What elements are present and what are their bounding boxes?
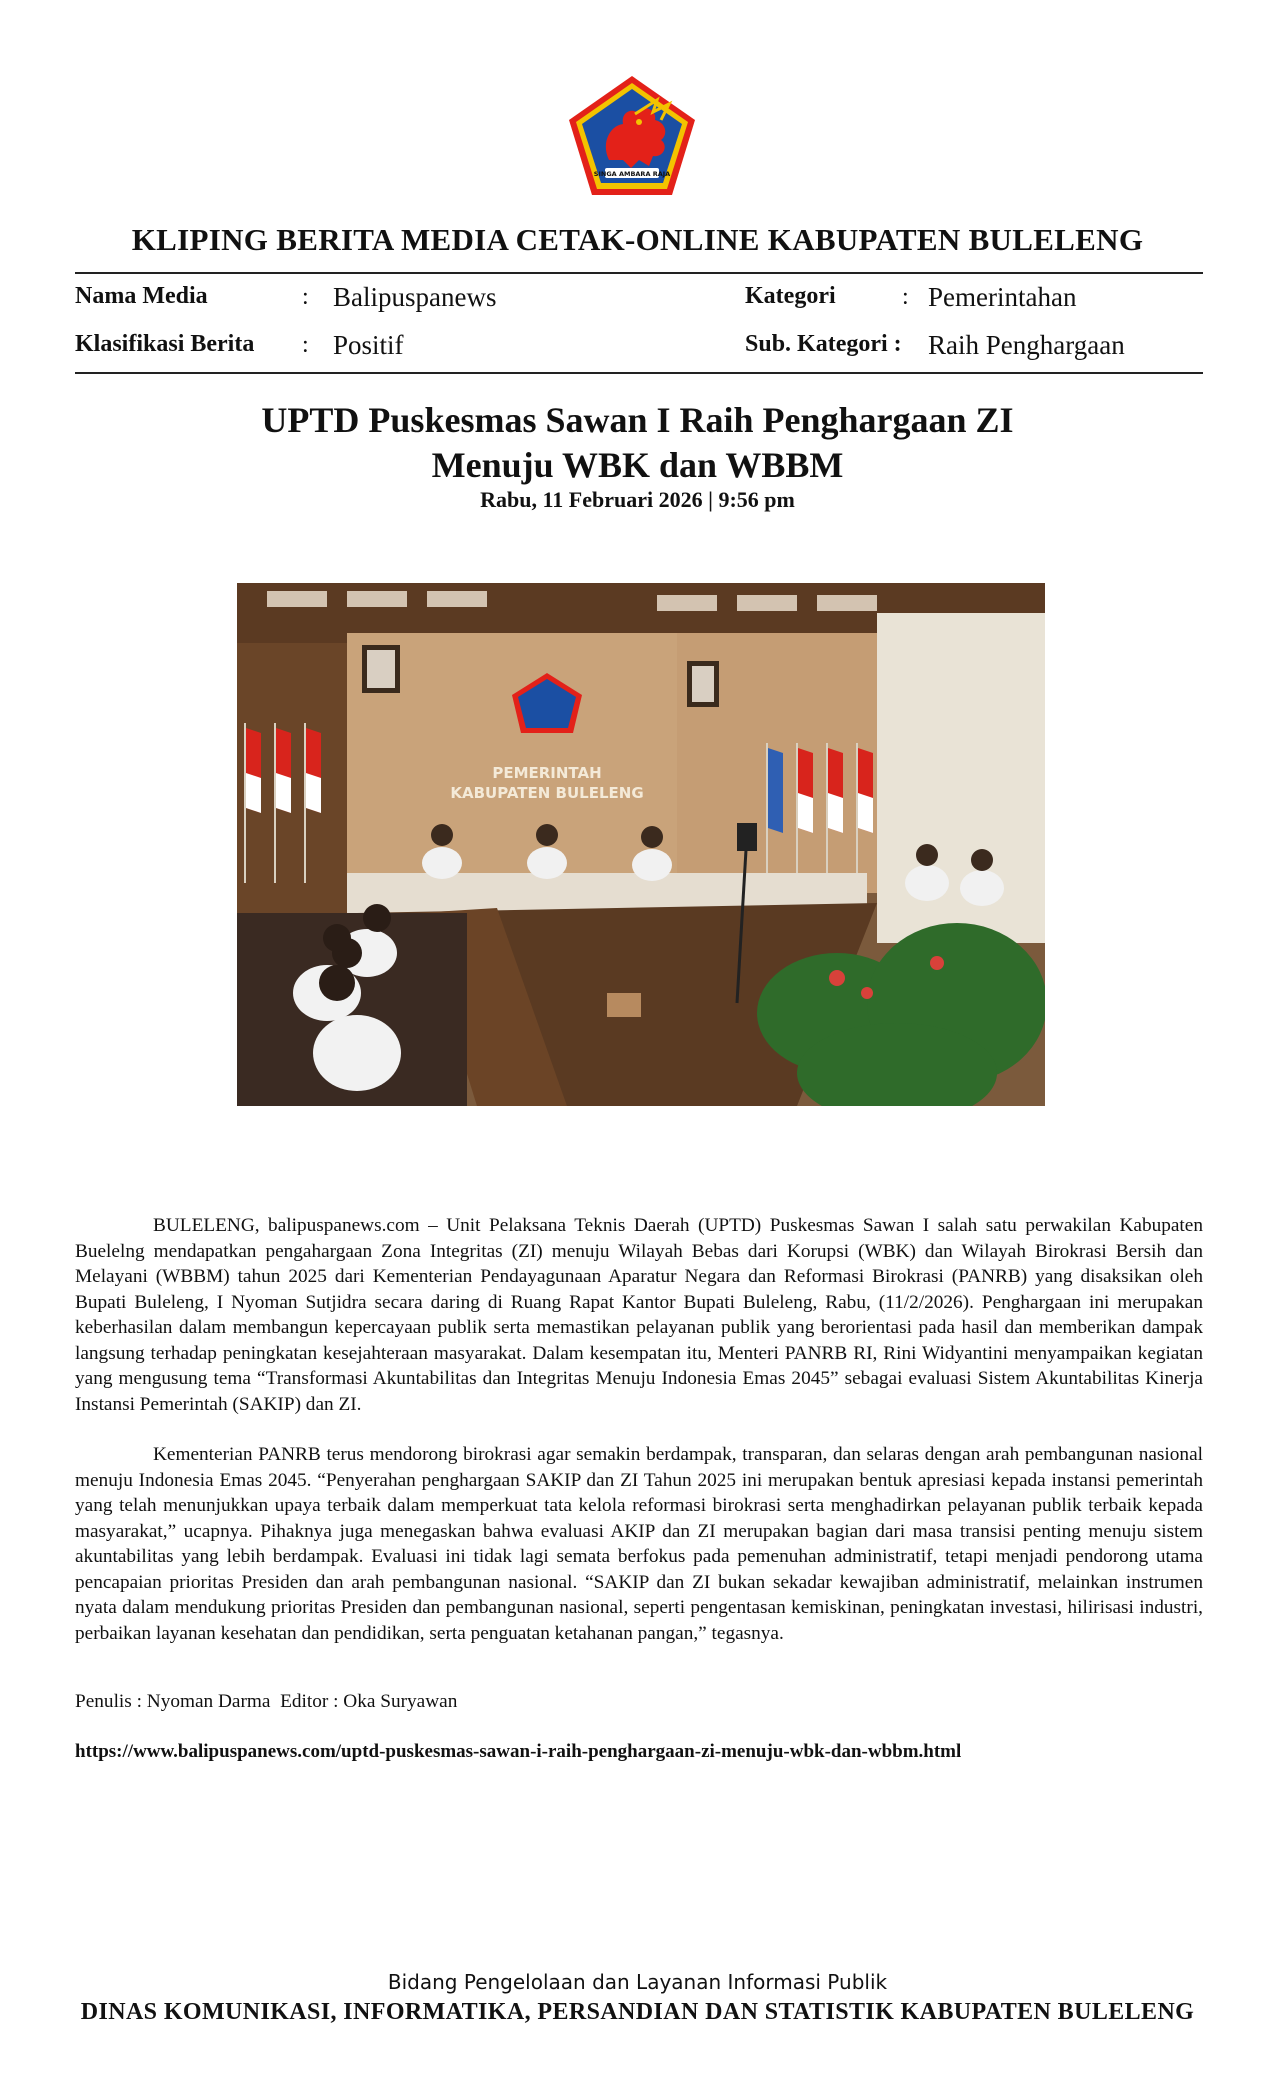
top-divider <box>75 272 1203 274</box>
article-credits: Penulis : Nyoman Darma Editor : Oka Suryawan <box>75 1691 458 1712</box>
headline-line-2: Menuju WBK dan WBBM <box>431 445 844 485</box>
media-value: Balipuspanews <box>333 282 497 312</box>
footer-agency: DINAS KOMUNIKASI, INFORMATIKA, PERSANDIAN DAN STATISTIK KABUPATEN BULELENG <box>80 1999 1195 2025</box>
kategori-colon: : <box>902 284 909 310</box>
subkategori-value: Raih Penghargaan <box>928 330 1125 360</box>
media-colon: : <box>302 284 309 310</box>
article-dateline: Rabu, 11 Februari 2026 | 9:56 pm <box>480 487 795 512</box>
klasifikasi-colon: : <box>302 332 309 358</box>
article-photo <box>237 583 1045 1106</box>
article-headline <box>0 398 1275 488</box>
media-label: Nama Media <box>75 283 208 309</box>
photo-backdrop-line-2: KABUPATEN BULELENG <box>450 784 644 802</box>
emblem-motto: SINGA AMBARA RAJA <box>593 170 671 178</box>
photo-backdrop-line-1: PEMERINTAH <box>492 764 602 782</box>
document-title: KLIPING BERITA MEDIA CETAK-ONLINE KABUPATEN BULELENG <box>131 222 1144 257</box>
klasifikasi-value: Positif <box>333 330 404 360</box>
bottom-divider <box>75 372 1203 374</box>
buleleng-emblem-logo <box>565 74 699 198</box>
kategori-value: Pemerintahan <box>928 282 1077 312</box>
article-paragraph-1: BULELENG, balipuspanews.com – Unit Pelaksana Teknis Daerah (UPTD) Puskesmas Sawan I salah satu perwakilan Kabupaten Buelelng mendapatkan pengahargaan Zona Integritas (ZI) menuju Wilayah Bebas dari Korupsi (WBK) dan Wilayah Birokrasi Bersih dan Melayani (WBBM) tahun 2025 dari Kementerian Pendayagunaan Aparatur Negara dan Reformasi Birokrasi (PANRB) yang disaksikan oleh Bupati Buleleng, I Nyoman Sutjidra secara daring di Ruang Rapat Kantor Bupati Buleleng, Rabu, (11/2/2026). Penghargaan ini merupakan keberhasilan dalam membangun kepercayaan publik serta memastikan pelayanan publik yang berorientasi pada hasil dan memberikan dampak langsung terhadap peningkatan kesejahteraan masyarakat. Dalam kesempatan itu, Menteri PANRB RI, Rini Widyantini menyampaikan kegiatan yang mengusung tema “Transformasi Akuntabilitas dan Integritas Menuju Indonesia Emas 2045” sebagai evaluasi Sistem Akuntabilitas Kinerja Instansi Pemerintah (SAKIP) dan ZI. <box>75 1215 1203 1415</box>
article-source-url[interactable]: https://www.balipuspanews.com/uptd-puskesmas-sawan-i-raih-penghargaan-zi-menuju-wbk-dan-wbbm.html <box>75 1741 962 1762</box>
kategori-label: Kategori <box>745 283 836 309</box>
klasifikasi-label: Klasifikasi Berita <box>75 331 255 357</box>
footer-division: Bidang Pengelolaan dan Layanan Informasi Publik <box>387 1970 888 1994</box>
headline-line-1: UPTD Puskesmas Sawan I Raih Penghargaan ZI <box>261 400 1014 440</box>
article-paragraph-2: Kementerian PANRB terus mendorong birokrasi agar semakin berdampak, transparan, dan selaras dengan arah pembangunan nasional menuju Indonesia Emas 2045. “Penyerahan penghargaan SAKIP dan ZI Tahun 2025 ini merupakan bentuk apresiasi kepada instansi pemerintah yang telah menunjukkan upaya terbaik dalam memperkuat tata kelola reformasi birokrasi serta menghadirkan pelayanan publik terbaik kepada masyarakat,” ucapnya. Pihaknya juga menegaskan bahwa evaluasi AKIP dan ZI merupakan bagian dari masa transisi penting menuju sistem akuntabilitas yang lebih berdampak. Evaluasi ini tidak lagi semata berfokus pada pemenuhan administratif, tetapi menjadi pendorong utama pencapaian prioritas Presiden dan arah pembangunan nasional. “SAKIP dan ZI bukan sekadar kewajiban administratif, melainkan instrumen nyata dalam mendukung prioritas Presiden dan pembangunan nasional, seperti pengentasan kemiskinan, peningkatan investasi, hilirisasi industri, perbaikan layanan kesehatan dan pendidikan, serta penguatan ketahanan pangan,” tegasnya. <box>75 1444 1203 1644</box>
subkategori-label: Sub. Kategori : <box>745 331 902 357</box>
